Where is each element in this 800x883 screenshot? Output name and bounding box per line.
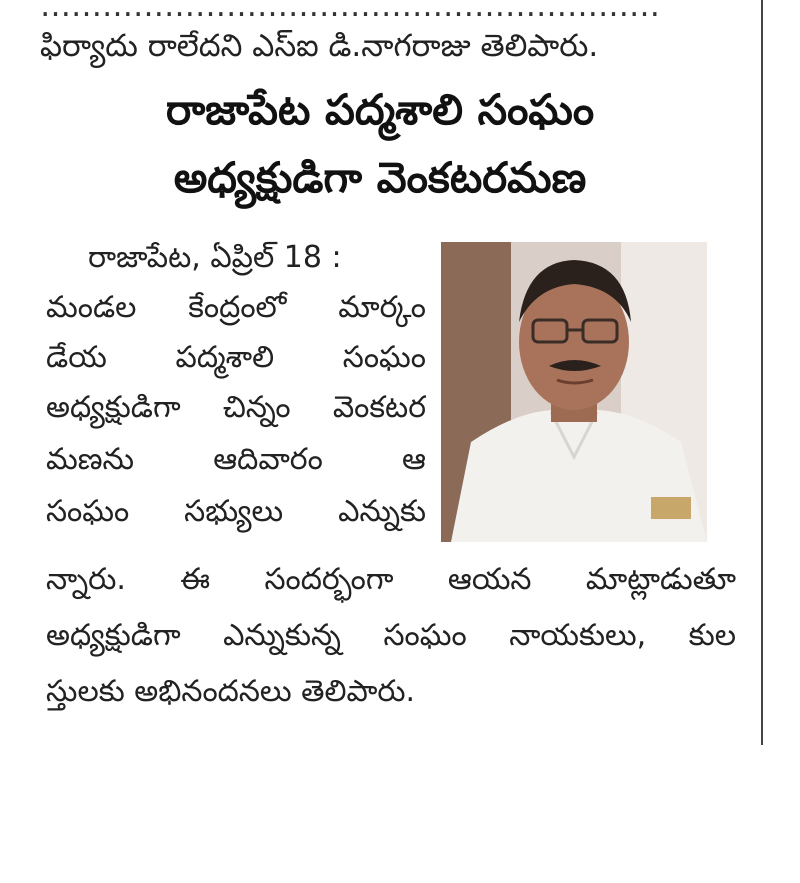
body-line-8: అధ్యక్షుడిగా ఎన్నుకున్న సంఘం నాయకులు, కుల bbox=[46, 618, 736, 653]
body-line-3: డేయ పద్మశాలి సంఘం bbox=[46, 340, 426, 375]
body-line-7: న్నారు. ఈ సందర్భంగా ఆయన మాట్లాడుతూ bbox=[46, 562, 736, 597]
body-line-9: స్తులకు అభినందనలు తెలిపారు. bbox=[46, 674, 416, 709]
previous-story-cut-line: …………………………………………………… bbox=[40, 0, 660, 24]
portrait-photo bbox=[441, 242, 707, 542]
column-divider bbox=[761, 0, 763, 745]
headline-line-1: రాజాపేట పద్మశాలి సంఘం bbox=[165, 85, 595, 134]
headline-line-2: అధ్యక్షుడిగా వెంకటరమణ bbox=[173, 153, 587, 202]
body-line-4: అధ్యక్షుడిగా చిన్నం వెంకటర bbox=[46, 390, 426, 425]
portrait-illustration bbox=[441, 242, 707, 542]
body-line-1: రాజాపేట, ఏప్రిల్ 18 : bbox=[88, 240, 342, 275]
previous-story-last-line: ఫిర్యాదు రాలేదని ఎస్ఐ డి.నాగరాజు తెలిపారు. bbox=[40, 28, 599, 64]
body-line-2: మండల కేంద్రంలో మార్కం bbox=[46, 290, 426, 325]
body-line-6: సంఘం సభ్యులు ఎన్నుకు bbox=[46, 494, 426, 529]
body-line-5: మణను ఆదివారం ఆ bbox=[46, 442, 426, 477]
